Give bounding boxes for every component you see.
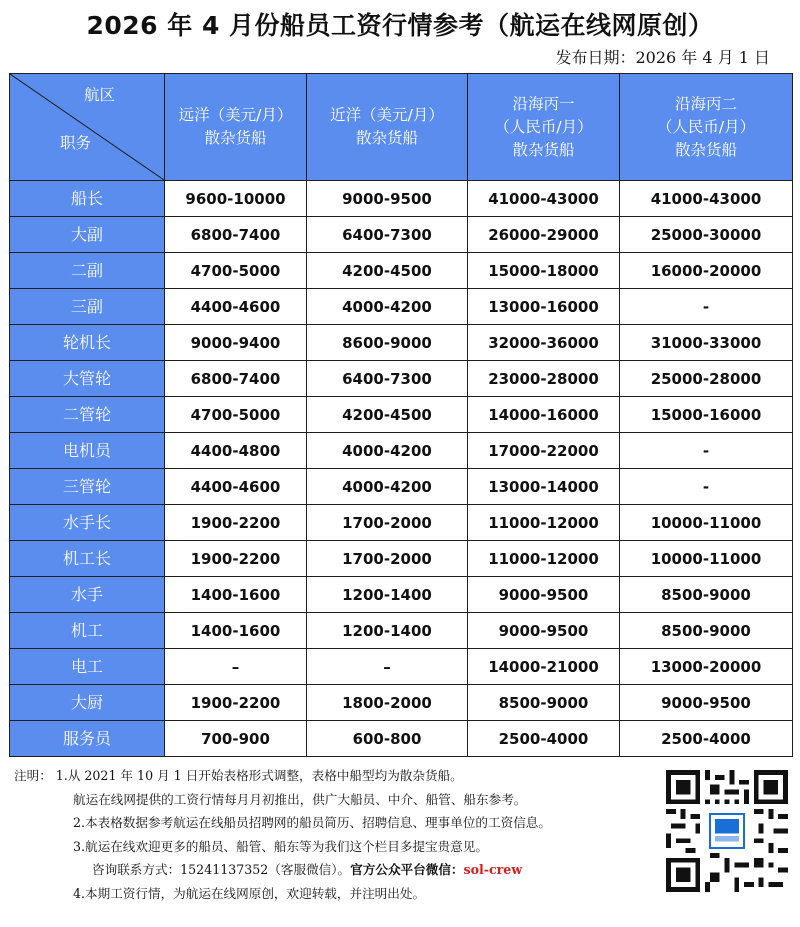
wage-cell: 600-800 <box>307 721 468 757</box>
wage-cell: 6800-7400 <box>165 361 307 397</box>
wage-cell: 2500-4000 <box>620 721 793 757</box>
wage-cell: 4200-4500 <box>307 397 468 433</box>
wage-cell: 41000-43000 <box>468 181 620 217</box>
table-row <box>10 649 793 685</box>
note-1b: 航运在线网提供的工资行情每月月初推出，供广大船员、中介、船管、船东参考。 <box>73 791 527 807</box>
wage-cell: 4200-4500 <box>307 253 468 289</box>
wage-cell: 2500-4000 <box>468 721 620 757</box>
table-row <box>10 721 793 757</box>
wage-cell: 25000-30000 <box>620 217 793 253</box>
wage-cell: 9000-9400 <box>165 325 307 361</box>
wage-cell: 16000-20000 <box>620 253 793 289</box>
wage-cell: 14000-16000 <box>468 397 620 433</box>
wage-cell: 10000-11000 <box>620 505 793 541</box>
table-row <box>10 577 793 613</box>
role-cell: 二管轮 <box>10 397 165 433</box>
column-header-near-sea: 近洋（美元/月） 散杂货船 <box>307 74 468 181</box>
wage-cell: 1900-2200 <box>165 505 307 541</box>
wage-cell: 32000-36000 <box>468 325 620 361</box>
role-cell: 机工长 <box>10 541 165 577</box>
note-contact: 咨询联系方式：15241137352（客服微信）。官方公众平台微信：sol-crew <box>92 862 523 877</box>
wage-cell: 6800-7400 <box>165 217 307 253</box>
wage-cell: 11000-12000 <box>468 541 620 577</box>
role-cell: 机工 <box>10 613 165 649</box>
wage-cell: 17000-22000 <box>468 433 620 469</box>
qr-code-icon <box>666 768 788 894</box>
wage-cell: 31000-33000 <box>620 325 793 361</box>
wage-cell: 9000-9500 <box>468 613 620 649</box>
wage-cell: 6400-7300 <box>307 217 468 253</box>
wage-cell: 9000-9500 <box>620 685 793 721</box>
column-header-ocean: 远洋（美元/月） 散杂货船 <box>165 74 307 181</box>
wechat-id: sol-crew <box>463 862 523 877</box>
role-cell: 电工 <box>10 649 165 685</box>
wage-cell: 4000-4200 <box>307 433 468 469</box>
role-cell: 大管轮 <box>10 361 165 397</box>
wage-cell: 4400-4600 <box>165 289 307 325</box>
wage-cell: 6400-7300 <box>307 361 468 397</box>
wage-cell: 700-900 <box>165 721 307 757</box>
wage-cell: – <box>165 649 307 685</box>
note-1: 注明： 1.从 2021 年 10 月 1 日开始表格形式调整，表格中船型均为散杂货船。 <box>14 768 463 783</box>
wage-cell: 4400-4800 <box>165 433 307 469</box>
corner-label-region: 航区 <box>84 86 116 104</box>
wage-cell: 13000-16000 <box>468 289 620 325</box>
wage-cell: 1400-1600 <box>165 613 307 649</box>
wage-cell: 13000-14000 <box>468 469 620 505</box>
wage-cell: 9000-9500 <box>307 181 468 217</box>
table-row <box>10 361 793 397</box>
wage-cell: 4700-5000 <box>165 253 307 289</box>
wage-cell: 1900-2200 <box>165 685 307 721</box>
role-cell: 大厨 <box>10 685 165 721</box>
wage-cell: - <box>620 469 793 505</box>
wage-cell: 15000-18000 <box>468 253 620 289</box>
wage-cell: 1200-1400 <box>307 613 468 649</box>
wage-cell: 41000-43000 <box>620 181 793 217</box>
wage-cell: 9600-10000 <box>165 181 307 217</box>
wage-cell: 4700-5000 <box>165 397 307 433</box>
table-row <box>10 289 793 325</box>
table-row <box>10 181 793 217</box>
role-cell: 三管轮 <box>10 469 165 505</box>
wage-cell: 4400-4600 <box>165 469 307 505</box>
page-title: 2026 年 4 月份船员工资行情参考（航运在线网原创） <box>86 11 714 40</box>
wage-cell: – <box>307 649 468 685</box>
wage-cell: 1200-1400 <box>307 577 468 613</box>
wage-cell: 1900-2200 <box>165 541 307 577</box>
wage-cell: 26000-29000 <box>468 217 620 253</box>
table-row <box>10 613 793 649</box>
wage-cell: 4000-4200 <box>307 469 468 505</box>
note-3: 3.航运在线欢迎更多的船员、船管、船东等为我们这个栏目多提宝贵意见。 <box>73 838 489 854</box>
wage-cell: 13000-20000 <box>620 649 793 685</box>
table-row <box>10 541 793 577</box>
wage-cell: - <box>620 433 793 469</box>
wage-cell: 15000-16000 <box>620 397 793 433</box>
column-header-coastal-2: 沿海丙二 （人民币/月） 散杂货船 <box>620 74 793 181</box>
role-cell: 轮机长 <box>10 325 165 361</box>
corner-label-position: 职务 <box>60 134 92 152</box>
wage-cell: 4000-4200 <box>307 289 468 325</box>
table-row <box>10 433 793 469</box>
table-row <box>10 253 793 289</box>
table-row <box>10 469 793 505</box>
table-row <box>10 325 793 361</box>
table-header-row <box>10 74 793 181</box>
wage-table <box>9 73 793 757</box>
role-cell: 水手 <box>10 577 165 613</box>
role-cell: 三副 <box>10 289 165 325</box>
publish-date: 发布日期：2026 年 4 月 1 日 <box>555 48 770 67</box>
wage-cell: 10000-11000 <box>620 541 793 577</box>
note-2: 2.本表格数据参考航运在线船员招聘网的船员简历、招聘信息、理事单位的工资信息。 <box>73 815 551 830</box>
wage-cell: 9000-9500 <box>468 577 620 613</box>
wage-cell: - <box>620 289 793 325</box>
wage-cell: 8600-9000 <box>307 325 468 361</box>
role-cell: 电机员 <box>10 433 165 469</box>
wage-cell: 1700-2000 <box>307 505 468 541</box>
wage-cell: 14000-21000 <box>468 649 620 685</box>
role-cell: 大副 <box>10 217 165 253</box>
notes-section <box>14 764 674 905</box>
wage-cell: 11000-12000 <box>468 505 620 541</box>
wage-cell: 8500-9000 <box>620 577 793 613</box>
wage-cell: 8500-9000 <box>468 685 620 721</box>
wage-cell: 25000-28000 <box>620 361 793 397</box>
wage-cell: 1800-2000 <box>307 685 468 721</box>
table-row <box>10 217 793 253</box>
role-cell: 水手长 <box>10 505 165 541</box>
role-cell: 二副 <box>10 253 165 289</box>
wage-cell: 1700-2000 <box>307 541 468 577</box>
note-4: 4.本期工资行情，为航运在线网原创，欢迎转载，并注明出处。 <box>73 885 426 901</box>
role-cell: 服务员 <box>10 721 165 757</box>
role-cell: 船长 <box>10 181 165 217</box>
wage-cell: 8500-9000 <box>620 613 793 649</box>
table-row <box>10 505 793 541</box>
wage-cell: 23000-28000 <box>468 361 620 397</box>
wage-cell: 1400-1600 <box>165 577 307 613</box>
table-row <box>10 397 793 433</box>
column-header-coastal-1: 沿海丙一 （人民币/月） 散杂货船 <box>468 74 620 181</box>
table-row <box>10 685 793 721</box>
corner-cell <box>10 74 165 181</box>
